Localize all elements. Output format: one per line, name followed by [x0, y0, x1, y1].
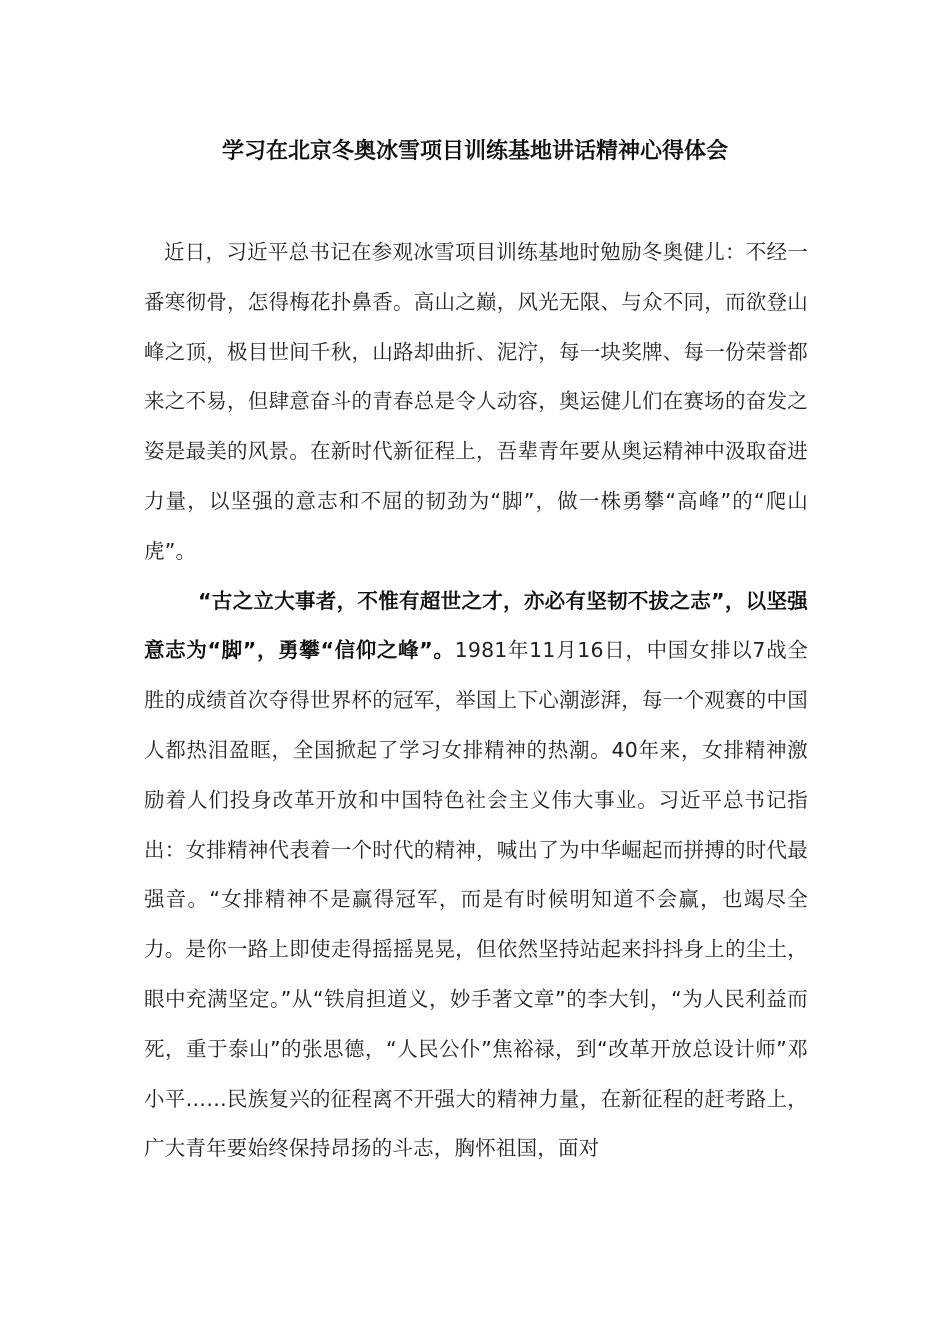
paragraph-intro-text: 近日，习近平总书记在参观冰雪项目训练基地时勉励冬奥健儿：不经一番寒彻骨，怎得梅花扑鼻香。高山之巅，风光无限、与众不同，而欲登山峰之顶，极目世间千秋，山路却曲折、泥泞，每一块奖牌、每一份荣誉都来之不易，但肆意奋斗的青春总是令人动容，奥运健儿们在赛场的奋发之姿是最美的风景。在新时代新征程上，吾辈青年要从奥运精神中汲取奋进力量，以坚强的意志和不屈的韧劲为“脚”，做一株勇攀“高峰”的“爬山虎”。 — [144, 240, 808, 563]
paragraph-intro — [144, 228, 808, 577]
paragraph-lead-sentence: “古之立大事者，不惟有超世之才，亦必有坚韧不拔之志”，以坚强意志为“脚”，勇攀“信仰之峰”。 — [144, 588, 808, 663]
document-title: 学习在北京冬奥冰雪项目训练基地讲话精神心得体会 — [221, 139, 728, 164]
paragraph-volleyball-spirit — [144, 577, 808, 1175]
document-body — [144, 228, 808, 1174]
paragraph-volleyball-text: 1981年11月16日，中国女排以7战全胜的成绩首次夺得世界杯的冠军，举国上下心潮澎湃，每一个观赛的中国人都热泪盈眶，全国掀起了学习女排精神的热潮。40年来，女排精神激励着人们投身改革开放和中国特色社会主义伟大事业。习近平总书记指出：女排精神代表着一个时代的精神，喊出了为中华崛起而拼搏的时代最强音。“女排精神不是赢得冠军，而是有时候明知道不会赢，也竭尽全力。是你一路上即使走得摇摇晃晃，但依然坚持站起来抖抖身上的尘土，眼中充满坚定。”从“铁肩担道义，妙手著文章”的李大钊，“为人民利益而死，重于泰山”的张思德，“人民公仆”焦裕禄，到“改革开放总设计师”邓小平……民族复兴的征程离不开强大的精神力量，在新征程的赶考路上，广大青年要始终保持昂扬的斗志，胸怀祖国，面对 — [144, 638, 809, 1161]
